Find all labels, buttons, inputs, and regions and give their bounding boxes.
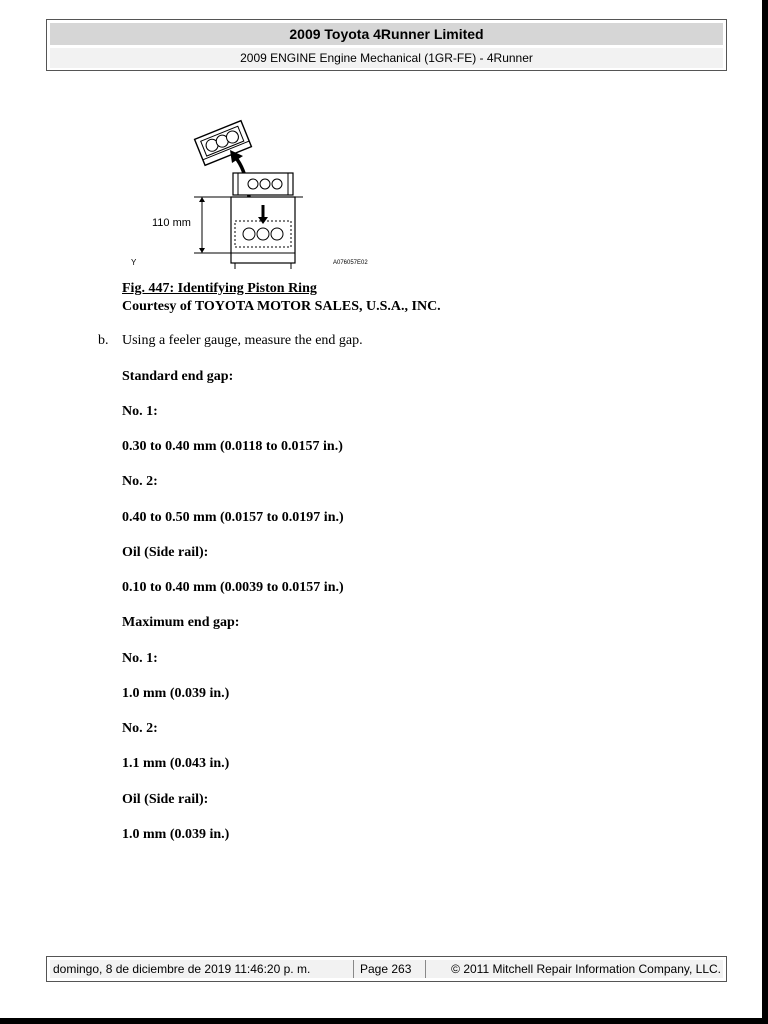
spec-label: Oil (Side rail): [122, 792, 209, 807]
spec-label: Oil (Side rail): [122, 545, 209, 560]
spec-value: 0.40 to 0.50 mm (0.0157 to 0.0197 in.) [122, 510, 344, 525]
spec-label: No. 2: [122, 474, 158, 489]
step-text: Using a feeler gauge, measure the end gap. [122, 333, 363, 348]
spec-value: 0.30 to 0.40 mm (0.0118 to 0.0157 in.) [122, 439, 343, 454]
spec-label: No. 1: [122, 651, 158, 666]
upper-block [233, 173, 293, 195]
spec-value: 1.0 mm (0.039 in.) [122, 686, 230, 701]
page-header [46, 19, 727, 71]
dimension-label: 110 mm [152, 217, 191, 229]
page-footer [46, 956, 727, 982]
spec-maximum-heading: Maximum end gap: [122, 615, 240, 630]
spec-label: No. 2: [122, 721, 158, 736]
copyright: © 2011 Mitchell Repair Information Company, LLC. [451, 962, 721, 976]
vehicle-title: 2009 Toyota 4Runner Limited [50, 23, 723, 45]
spec-value: 1.1 mm (0.043 in.) [122, 756, 230, 771]
figure-caption [122, 280, 441, 316]
figure-code: A076057E02 [333, 260, 368, 266]
dimension-line [194, 197, 231, 253]
step-letter: b. [98, 333, 109, 348]
section-subtitle: 2009 ENGINE Engine Mechanical (1GR-FE) - 4Runner [50, 48, 723, 68]
spec-value: 0.10 to 0.40 mm (0.0039 to 0.0157 in.) [122, 580, 344, 595]
spec-value: 1.0 mm (0.039 in.) [122, 827, 230, 842]
figure-title: Fig. 447: Identifying Piston Ring [122, 281, 317, 296]
print-date: domingo, 8 de diciembre de 2019 11:46:20 p. m. [50, 960, 354, 978]
piston-ring-figure [128, 103, 378, 273]
figure-courtesy: Courtesy of TOYOTA MOTOR SALES, U.S.A., INC. [122, 299, 441, 314]
tilted-piston-ring [195, 121, 252, 166]
spec-label: No. 1: [122, 404, 158, 419]
spec-standard-heading: Standard end gap: [122, 369, 234, 384]
page-number: Page 263 [354, 960, 426, 978]
figure-corner-label: Y [131, 258, 137, 267]
